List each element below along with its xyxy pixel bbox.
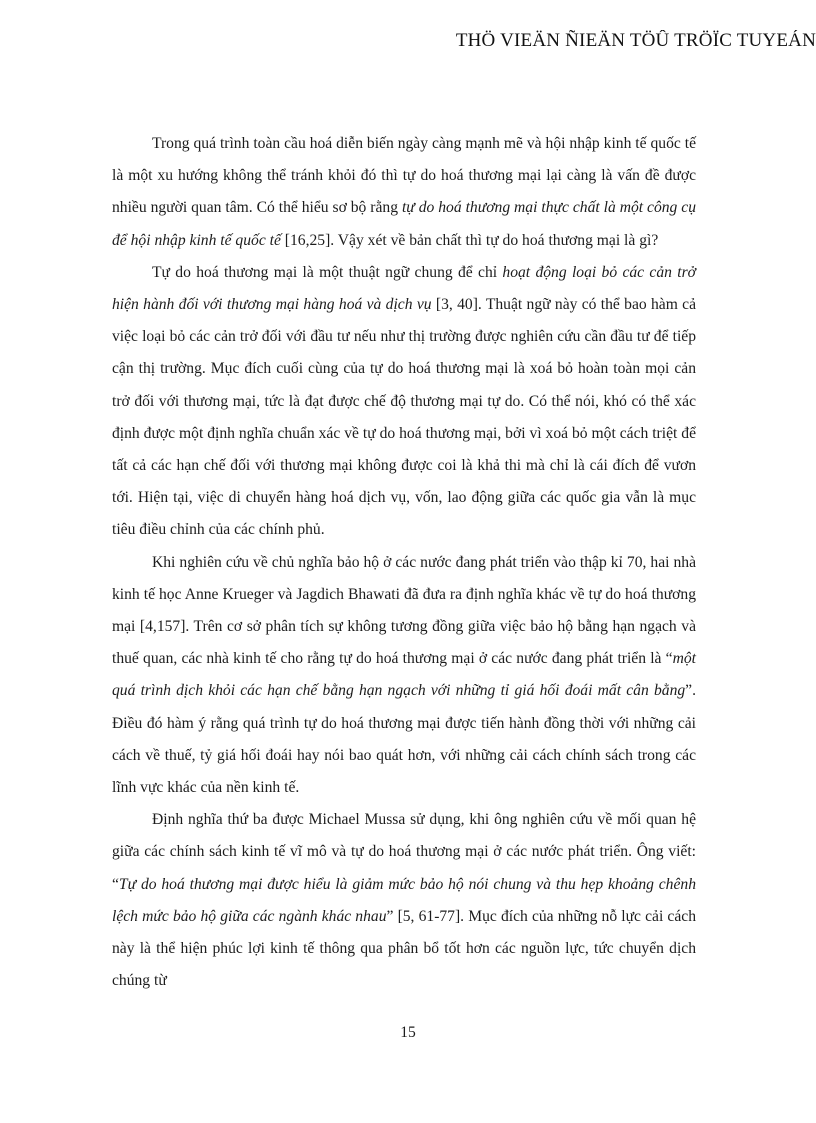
- text-run: ” [5, 61-77]. Mục đích của những nỗ lực cải cách này là thể hiện phúc lợi kinh tế thông qua phân bổ tốt hơn các nguồn lực, tức chuyển dịch chúng từ: [112, 907, 696, 990]
- page-number: 15: [400, 1024, 416, 1041]
- paragraph: [112, 128, 696, 257]
- italic-text-run: Tự do hoá thương mại được hiểu là giảm mức bảo hộ nói chung và thu hẹp khoảng chênh lệch mức bảo hộ giữa các ngành khác nhau: [112, 875, 696, 925]
- document-body: [112, 128, 696, 997]
- library-header: THÖ VIEÄN ÑIEÄN TÖÛ TRÖÏC TUYEÁN: [455, 30, 816, 51]
- text-run: [16,25]. Vậy xét về bản chất thì tự do hoá thương mại là gì?: [280, 231, 659, 249]
- text-run: ”. Điều đó hàm ý rằng quá trình tự do hoá thương mại được tiến hành đồng thời với những cải cách về thuế, tỷ giá hối đoái hay nói bao quát hơn, với những cải cách chính sách trong các lĩnh vực khác của nền kinh tế.: [112, 682, 696, 797]
- italic-text-run: tự do hoá thương mại thực chất là một công cụ để hội nhập kinh tế quốc tế: [112, 199, 697, 249]
- text-run: Tự do hoá thương mại là một thuật ngữ chung để chỉ: [152, 263, 503, 281]
- text-run: Trong quá trình toàn cầu hoá diễn biến ngày càng mạnh mẽ và hội nhập kinh tế quốc tế là một xu hướng không thể tránh khỏi đó thì tự do hoá thương mại lại càng là vấn đề được nhiều người quan tâm. Có thể hiểu sơ bộ rằng: [112, 135, 696, 217]
- text-run: Khi nghiên cứu về chủ nghĩa bảo hộ ở các nước đang phát triển vào thập kỉ 70, hai nhà kinh tế học Anne Krueger và Jagdich Bhawati đã đưa ra định nghĩa khác về tự do hoá thương mại [4,157]. Trên cơ sở phân tích sự không tương đồng giữa việc bảo hộ bằng hạn ngạch và thuế quan, các nhà kinh tế cho rằng tự do hoá thương mại ở các nước đang phát triển là “: [112, 553, 696, 668]
- italic-text-run: hoạt động loại bỏ các cản trở hiện hành đối với thương mại hàng hoá và dịch vụ: [112, 263, 696, 314]
- paragraph: [112, 804, 696, 997]
- text-run: Định nghĩa thứ ba được Michael Mussa sử dụng, khi ông nghiên cứu về mối quan hệ giữa các chính sách kinh tế vĩ mô và tự do hoá thương mại ở các nước phát triển. Ông viết: “: [112, 811, 696, 893]
- italic-text-run: một quá trình dịch khỏi các hạn chế bằng hạn ngạch với những tỉ giá hối đoái mất cân bằng: [112, 650, 696, 700]
- paragraph: [112, 257, 696, 547]
- text-run: [3, 40]. Thuật ngữ này có thể bao hàm cả việc loại bỏ các cản trở đối với đầu tư nếu như thị trường được nghiên cứu cần đầu tư để tiếp cận thị trường. Mục đích cuối cùng của tự do hoá thương mại là xoá bỏ hoàn toàn mọi cản trở đối với thương mại, tức là đạt được chế độ thương mại tự do. Có thể nói, khó có thể xác định được một định nghĩa chuẩn xác về tự do hoá thương mại, bởi vì xoá bỏ một cách triệt để tất cả các hạn chế đối với thương mại không được coi là khả thi mà chỉ là cái đích để vươn tới. Hiện tại, việc di chuyển hàng hoá dịch vụ, vốn, lao động giữa các quốc gia vẫn là mục tiêu điều chỉnh của các chính phủ.: [112, 296, 697, 539]
- paragraph: [112, 547, 696, 805]
